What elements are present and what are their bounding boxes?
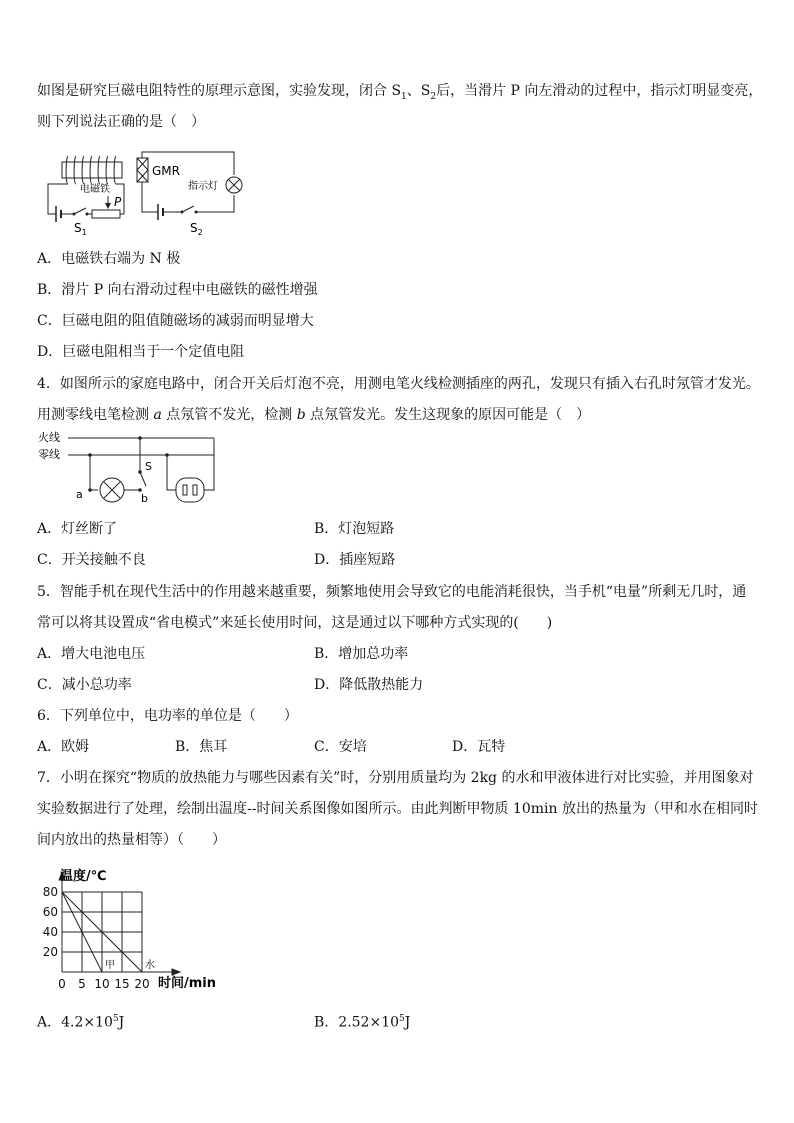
gmr-label: GMR xyxy=(152,164,180,178)
q7-stem-line2: 实验数据进行了处理，绘制出温度--时间关系图像如图所示。由此判断甲物质 10min 放出的热量为（甲和水在相同时 xyxy=(37,801,758,817)
live-wire-label: 火线 xyxy=(38,431,60,444)
chart-y-tick-label: 60 xyxy=(42,905,58,919)
q3-option-b: B．滑片 P 向右滑动过程中电磁铁的磁性增强 xyxy=(37,282,318,298)
chart-x-tick-label: 20 xyxy=(134,977,150,991)
q6-option-a: A．欧姆 xyxy=(37,739,90,755)
point-a-label: a xyxy=(76,488,83,501)
q6-stem: 6．下列单位中，电功率的单位是（ ） xyxy=(37,708,298,724)
q4-option-b: B．灯泡短路 xyxy=(314,521,395,537)
chart-x-tick-label: 0 xyxy=(58,977,66,991)
q3-stem-line1: 如图是研究巨磁电阻特性的原理示意图，实验发现，闭合 $S_1$、$S_2$后，当滑片 P 向左滑动的过程中，指示灯明显变亮， xyxy=(37,83,763,102)
q5-option-a: A．增大电池电压 xyxy=(37,646,146,662)
neutral-wire-label: 零线 xyxy=(38,448,60,461)
q7-option-b: B．$2.52\times 10^5J$ xyxy=(314,1014,411,1031)
gmr-element xyxy=(137,158,148,182)
q4-option-c: C．开关接触不良 xyxy=(37,552,146,568)
lamp-label: 指示灯 xyxy=(188,181,218,192)
q7-temperature-time-chart xyxy=(30,860,240,995)
chart-x-tick-label: 5 xyxy=(78,977,86,991)
electromagnet-core xyxy=(62,162,122,178)
chart-y-tick-label: 40 xyxy=(42,925,58,939)
chart-y-axis-label: 温度/℃ xyxy=(60,869,107,884)
q3-option-a: A．电磁铁右端为 N 极 xyxy=(37,251,181,267)
point-b-label: b xyxy=(141,492,148,505)
q5-option-c: C．减小总功率 xyxy=(37,677,132,693)
rheostat xyxy=(92,210,120,218)
q4-stem-line2: 用测零线电笔检测 a 点氖管不发光，检测 b 点氖管发光。发生这现象的原因可能是（ ） xyxy=(37,407,591,423)
q5-option-b: B．增加总功率 xyxy=(314,646,409,662)
q7-stem-line3: 间内放出的热量相等）（ ） xyxy=(37,832,226,848)
q6-option-d: D．瓦特 xyxy=(452,739,506,755)
electromagnet-coil xyxy=(66,156,116,184)
chart-x-axis-label: 时间/min xyxy=(158,976,217,991)
s1-label: $S_1$ xyxy=(74,221,87,237)
q4-stem-line1: 4．如图所示的家庭电路中，闭合开关后灯泡不亮，用测电笔火线检测插座的两孔，发现只有插入右孔时氖管才发光。 xyxy=(37,376,760,392)
chart-y-tick-label: 20 xyxy=(42,945,58,959)
chart-series-label: 水 xyxy=(145,960,155,971)
q7-option-a: A．$4.2\times 10^5J$ xyxy=(37,1014,125,1031)
q5-option-d: D．降低散热能力 xyxy=(314,677,424,693)
chart-series-label: 甲 xyxy=(105,960,115,971)
q5-stem-line2: 常可以将其设置成“省电模式”来延长使用时间，这是通过以下哪种方式实现的( ) xyxy=(37,615,553,631)
q4-option-d: D．插座短路 xyxy=(314,552,396,568)
q3-gmr-circuit-figure xyxy=(40,148,255,243)
socket xyxy=(176,478,204,502)
switch-s-label: S xyxy=(145,460,152,473)
q4-option-a: A．灯丝断了 xyxy=(37,521,118,537)
q7-stem-line1: 7．小明在探究“物质的放热能力与哪些因素有关”时，分别用质量均为 2kg 的水和甲液体进行对比实验，并用图象对 xyxy=(37,770,754,786)
s2-label: $S_2$ xyxy=(190,221,203,237)
q5-stem-line1: 5．智能手机在现代生活中的作用越来越重要，频繁地使用会导致它的电能消耗很快，当手机“电量”所剩无几时，通 xyxy=(37,584,747,600)
q6-option-c: C．安培 xyxy=(314,739,367,755)
electromagnet-label: 电磁铁 xyxy=(80,184,110,195)
slider-p-label: P xyxy=(114,195,122,209)
chart-y-tick-label: 80 xyxy=(42,885,58,899)
chart-x-tick-label: 10 xyxy=(94,977,110,991)
chart-x-arrow xyxy=(172,969,180,975)
q3-option-c: C．巨磁电阻的阻值随磁场的减弱而明显增大 xyxy=(37,313,314,329)
chart-x-tick-label: 15 xyxy=(114,977,130,991)
q3-stem-line2: 则下列说法正确的是（ ） xyxy=(37,114,205,130)
q3-option-d: D．巨磁电阻相当于一个定值电阻 xyxy=(37,344,245,360)
q4-household-circuit-figure xyxy=(38,430,218,510)
q6-option-b: B．焦耳 xyxy=(175,739,228,755)
